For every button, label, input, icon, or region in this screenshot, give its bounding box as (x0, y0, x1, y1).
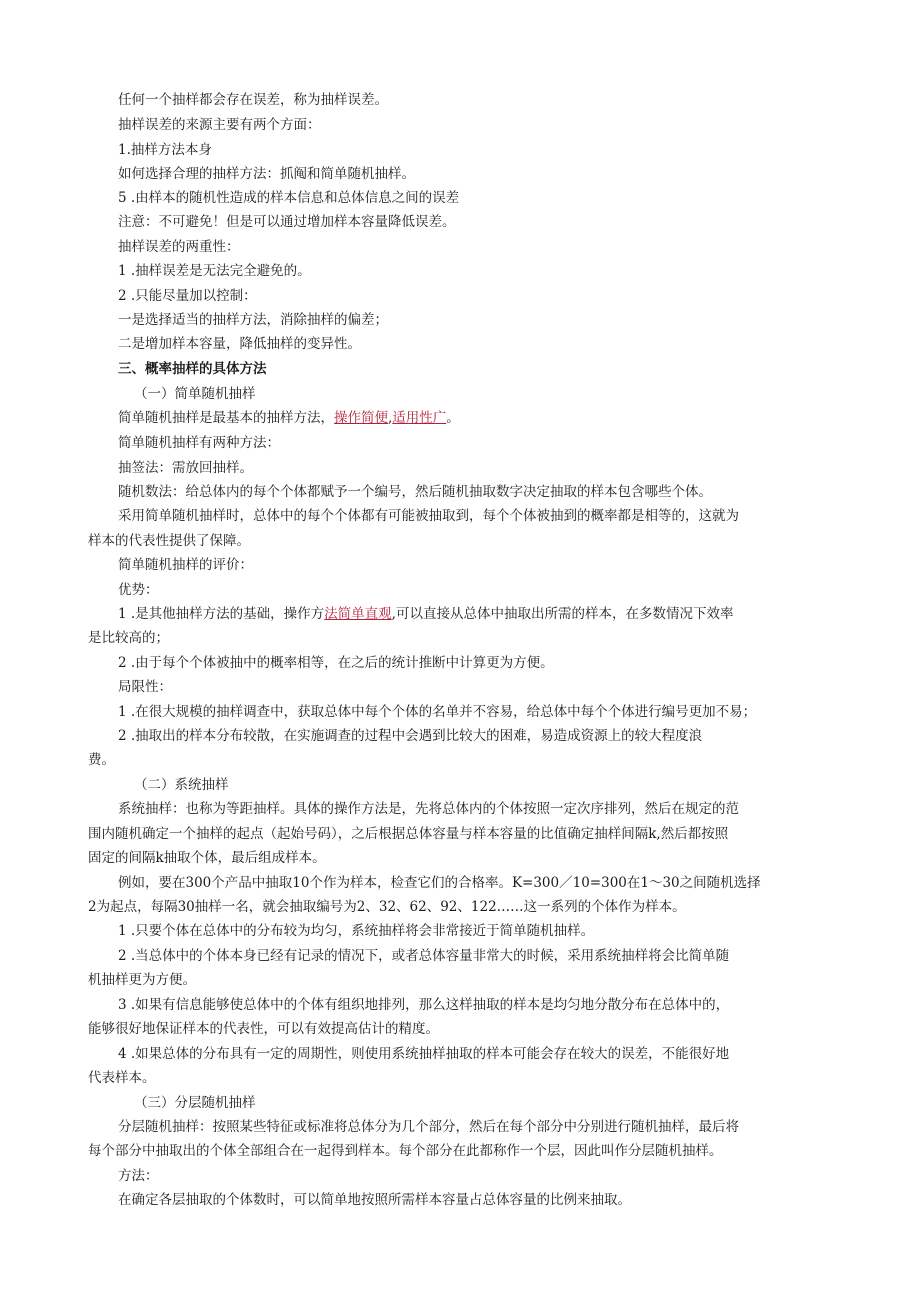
para-line: 如何选择合理的抽样方法：抓阄和简单随机抽样。 (118, 166, 415, 182)
para-line: 采用简单随机抽样时，总体中的每个个体都有可能被抽取到，每个个体被抽到的概率都是相等的，这就为 (118, 508, 739, 524)
para-text: ,可以直接从总体中抽取出所需的样本，在多数情况下效率 (391, 606, 734, 622)
para-line: 代表样本。 (88, 1070, 156, 1086)
para-text: , (388, 410, 393, 426)
para-line: 每个部分中抽取出的个体全部组合在一起得到样本。每个部分在此都称作一个层，因此叫作分层随机抽样。 (88, 1143, 723, 1159)
para-line: 局限性： (118, 679, 172, 695)
para-line: 1 .在很大规模的抽样调查中，获取总体中每个个体的名单并不容易，给总体中每个个体进行编号更加不易； (118, 704, 757, 720)
para-line: 固定的间隔k抽取个体，最后组成样本。 (88, 850, 326, 866)
para-line: 2 .当总体中的个体本身已经有记录的情况下，或者总体容量非常大的时候，采用系统抽样将会比简单随 (118, 948, 730, 964)
para-line: 2 .抽取出的样本分布较散，在实施调查的过程中会遇到比较大的困难，易造成资源上的较大程度浪 (118, 728, 703, 744)
para-text: 1 .是其他抽样方法的基础，操作方 (118, 606, 325, 622)
para-line: 5 .由样本的随机性造成的样本信息和总体信息之间的误差 (118, 190, 460, 206)
para-line: 1 .只要个体在总体中的分布较为均匀，系统抽样将会非常接近于简单随机抽样。 (118, 923, 595, 939)
highlight-link[interactable]: 适用性广 (392, 410, 447, 426)
subsection-heading: （二）系统抽样 (134, 777, 229, 793)
para-line: 一是选择适当的抽样方法，消除抽样的偏差； (118, 312, 388, 328)
para-line: 二是增加样本容量，降低抽样的变异性。 (118, 336, 361, 352)
para-line: 例如，要在300个产品中抽取10个作为样本，检查它们的合格率。K=300／10=300在1～30之间随机选择 (118, 875, 761, 891)
para-line: 机抽样更为方便。 (88, 972, 196, 988)
para-line: 2 .只能尽量加以控制： (118, 288, 257, 304)
para-line: 注意：不可避免！但是可以通过增加样本容量降低误差。 (118, 214, 456, 230)
para-line: 抽样误差的两重性： (118, 239, 240, 255)
para-line: 4 .如果总体的分布具有一定的周期性，则使用系统抽样抽取的样本可能会存在较大的误差，不能很好地 (118, 1046, 730, 1062)
para-line: 3 .如果有信息能够使总体中的个体有组织地排列，那么这样抽取的样本是均匀地分散分布在总体中的， (118, 997, 730, 1013)
subsection-heading: （三）分层随机抽样 (134, 1095, 256, 1111)
para-text: 简单随机抽样是最基本的抽样方法， (118, 410, 334, 426)
para-line: 1.抽样方法本身 (118, 142, 212, 158)
para-line: 2 .由于每个个体被抽中的概率相等，在之后的统计推断中计算更为方便。 (118, 655, 554, 671)
para-line-highlight (118, 604, 733, 624)
para-line: 抽签法：需放回抽样。 (118, 460, 253, 476)
para-line: 在确定各层抽取的个体数时，可以简单地按照所需样本容量占总体容量的比例来抽取。 (118, 1192, 631, 1208)
para-line: 方法： (118, 1168, 159, 1184)
para-line: 优势： (118, 582, 159, 598)
para-text: 。 (446, 410, 460, 426)
para-line: 1 .抽样误差是无法完全避免的。 (118, 263, 311, 279)
para-line: 围内随机确定一个抽样的起点（起始号码），之后根据总体容量与样本容量的比值确定抽样间隔k,然后都按照 (88, 826, 729, 842)
para-line: 系统抽样：也称为等距抽样。具体的操作方法是，先将总体内的个体按照一定次序排列，然后在规定的范 (118, 801, 739, 817)
para-line-highlight (118, 408, 460, 428)
subsection-heading: （一）简单随机抽样 (134, 386, 256, 402)
para-line: 是比较高的； (88, 630, 169, 646)
para-line: 任何一个抽样都会存在误差，称为抽样误差。 (118, 92, 388, 108)
para-line: 简单随机抽样的评价： (118, 557, 253, 573)
section-heading: 三、概率抽样的具体方法 (118, 361, 267, 377)
para-line: 随机数法：给总体内的每个个体都赋予一个编号，然后随机抽取数字决定抽取的样本包含哪些个体。 (118, 484, 712, 500)
highlight-link[interactable]: 操作简便 (334, 410, 388, 426)
para-line: 简单随机抽样有两种方法： (118, 435, 280, 451)
para-line: 样本的代表性提供了保障。 (88, 533, 250, 549)
para-line: 抽样误差的来源主要有两个方面： (118, 117, 321, 133)
para-line: 分层随机抽样：按照某些特征或标准将总体分为几个部分，然后在每个部分中分别进行随机抽样，最后将 (118, 1119, 739, 1135)
para-line: 能够很好地保证样本的代表性，可以有效提高估计的精度。 (88, 1021, 439, 1037)
para-line: 2为起点，每隔30抽样一名，就会抽取编号为2、32、62、92、122……这一系列的个体作为样本。 (88, 899, 686, 915)
para-line: 费。 (88, 752, 115, 768)
highlight-link[interactable]: 法简单直观 (324, 606, 392, 622)
